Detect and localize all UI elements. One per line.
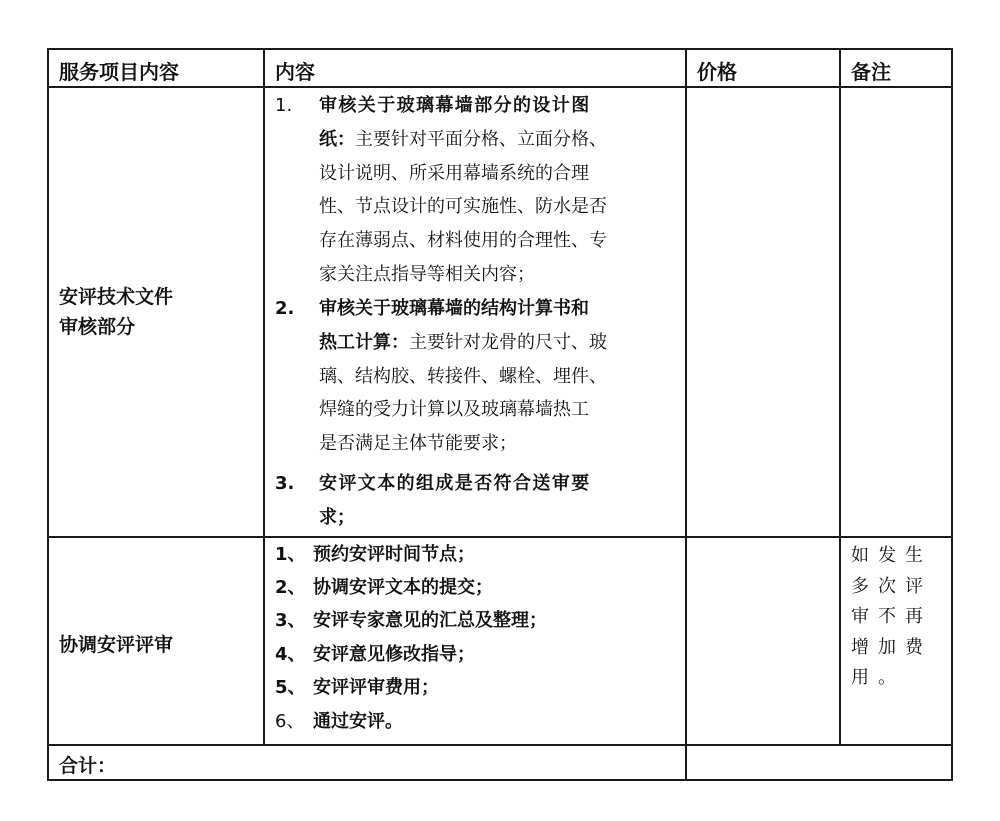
coordination-item-3 — [275, 606, 547, 636]
review-item-2 — [275, 292, 675, 461]
review-item-2-line: 审核关于玻璃幕墙的结构计算书和 — [319, 298, 589, 319]
table-border-right — [951, 48, 953, 781]
header-separator — [47, 86, 953, 88]
coordination-item-text: 安评专家意见的汇总及整理； — [313, 610, 547, 631]
table-border-left — [47, 48, 49, 781]
review-item-2-line: 是否满足主体节能要求； — [319, 433, 517, 455]
coordination-item-number: 6、 — [275, 711, 305, 732]
remark-note-line: 增加费 — [851, 636, 932, 658]
coordination-item-number: 4、 — [275, 644, 306, 665]
table-border-top — [47, 48, 953, 50]
table-border-bottom — [47, 779, 953, 781]
review-item-1-number: 1. — [275, 95, 293, 116]
review-item-3-number: 3. — [275, 473, 295, 494]
remark-note-line: 多次评 — [851, 575, 932, 597]
coordination-item-text: 安评意见修改指导； — [313, 644, 475, 665]
review-item-2-text — [319, 292, 671, 461]
review-item-2-line: 热工计算：主要针对龙骨的尺寸、玻 — [319, 331, 607, 353]
header-remark: 备注 — [851, 60, 891, 84]
review-item-1 — [275, 89, 675, 292]
review-item-2-line: 璃、结构胶、转接件、螺栓、埋件、 — [319, 365, 607, 387]
coordination-item-number: 1、 — [275, 544, 306, 565]
coordination-item-text: 预约安评时间节点； — [313, 544, 475, 565]
review-item-1-line: 设计说明、所采用幕墙系统的合理 — [319, 162, 589, 184]
col2-separator — [685, 48, 687, 781]
remark-note-line: 审不再 — [851, 606, 932, 627]
remark-note-line: 用。 — [851, 667, 905, 688]
row2-separator — [47, 744, 953, 746]
coordination-item-text: 安评评审费用； — [313, 677, 439, 698]
col3-separator — [839, 48, 841, 745]
review-item-1-line: 纸：主要针对平面分格、立面分格、 — [319, 128, 607, 150]
header-service-item: 服务项目内容 — [59, 60, 179, 84]
coordination-item-2 — [275, 573, 493, 603]
review-item-1-line: 审核关于玻璃幕墙部分的设计图 — [319, 95, 591, 116]
row1-title — [59, 282, 173, 342]
coordination-item-text: 通过安评。 — [313, 711, 403, 732]
review-item-1-line: 存在薄弱点、材料使用的合理性、专 — [319, 230, 607, 252]
row2-title: 协调安评评审 — [59, 634, 174, 656]
coordination-item-5 — [275, 673, 439, 703]
col1-separator — [263, 48, 265, 745]
review-item-1-line: 家关注点指导等相关内容； — [319, 263, 535, 285]
coordination-item-6 — [275, 707, 403, 737]
review-item-2-line: 焊缝的受力计算以及玻璃幕墙热工 — [319, 399, 589, 421]
header-content: 内容 — [275, 60, 315, 84]
review-item-3-text — [319, 467, 671, 535]
row1-title-line1: 安评技术文件 — [59, 286, 174, 308]
header-price: 价格 — [697, 60, 737, 84]
coordination-item-number: 3、 — [275, 610, 306, 631]
coordination-item-number: 2、 — [275, 577, 306, 598]
row1-separator — [47, 536, 953, 538]
coordination-item-text: 协调安评文本的提交； — [313, 577, 493, 598]
review-item-3-line: 求； — [319, 506, 355, 528]
row1-title-line2: 审核部分 — [59, 316, 136, 338]
review-item-2-number: 2. — [275, 298, 295, 319]
coordination-item-4 — [275, 640, 475, 670]
remark-note-line: 如发生 — [851, 545, 932, 566]
review-item-3 — [275, 467, 675, 535]
review-item-1-text — [319, 89, 671, 292]
total-label: 合计： — [59, 755, 117, 777]
review-item-3-line: 安评文本的组成是否符合送审要 — [319, 473, 591, 494]
coordination-item-1 — [275, 540, 475, 570]
coordination-item-number: 5、 — [275, 677, 306, 698]
remark-note — [851, 541, 947, 694]
review-item-1-line: 性、节点设计的可实施性、防水是否 — [319, 196, 607, 218]
service-table — [47, 48, 953, 780]
